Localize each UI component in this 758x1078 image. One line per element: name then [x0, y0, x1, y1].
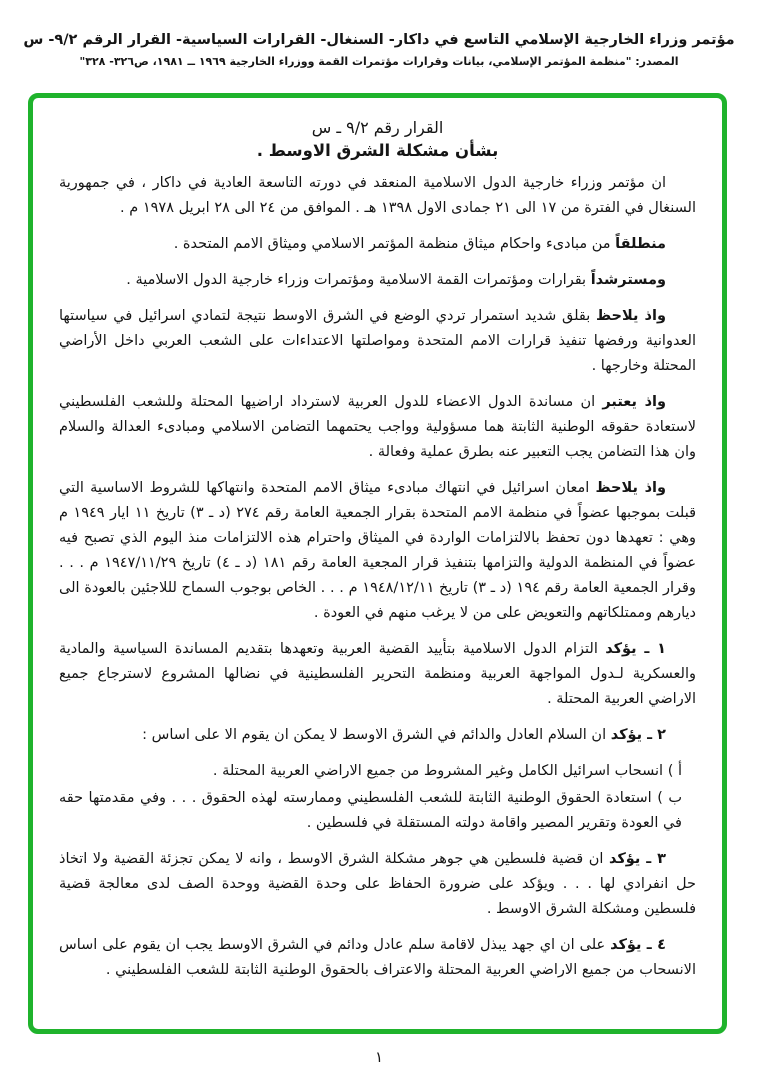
clause-lead: يؤكد [608, 851, 641, 867]
clause-lead: يؤكد [605, 641, 637, 657]
clause-number: ١ ـ [636, 641, 666, 657]
paragraph-lead: واذ يلاحظ [595, 308, 666, 324]
clause-number: ٣ ـ [640, 851, 666, 867]
preamble-paragraph-5 [59, 390, 696, 465]
paragraph-text: بقلق شديد استمرار تردي الوضع في الشرق الاوسط نتيجة لتمادي اسرائيل في سياستها العدوانية ورفضها تنفيذ قرارات الامم المتحدة ومواصلتها الاعتداءات على الشعب العربي داخل الأراضي المحتلة وخارجها . [59, 308, 696, 374]
operative-clause-1 [59, 637, 696, 712]
clause-lead: يؤكد [610, 727, 643, 743]
preamble-paragraph-4 [59, 304, 696, 379]
page-header [0, 0, 758, 68]
operative-clause-3 [59, 847, 696, 922]
preamble-paragraph-2 [59, 232, 696, 257]
paragraph-text: امعان اسرائيل في انتهاك مبادىء ميثاق الامم المتحدة وانتهاكها للشروط الاساسية التي قبلت بموجبها عضواً في منظمة الامم المتحدة بقرار الجمعية العامة رقم ٢٧٤ (د ـ ٣) تاريخ ١١ ايار ١٩٤٩ م وهي : تعهدها دون تحفظ بالالتزامات الواردة في الميثاق واحترام هذه الالتزامات منذ اليوم الذي تصبح فيه عضواً في المنظمة الدولية والتزامها بتنفيذ قرار المجعية العامة رقم ١٨١ (د ـ ٤) تاريخ ١٩٤٧/١١/٢٩ م . . . وقرار الجمعية العامة رقم ١٩٤ (د ـ ٣) تاريخ ١٩٤٨/١٢/١١ م . . . الخاص بوجوب السماح لللاجئين بالعودة الى ديارهم وممتلكاتهم والتعويض على من لا يرغب منهم في العودة . [59, 480, 697, 621]
clause-number: ٢ ـ [642, 727, 666, 743]
clause-text: على ان اي جهد يبذل لاقامة سلم عادل ودائم في الشرق الاوسط يجب ان يقوم على اساس الانسحاب من جميع الاراضي العربية المحتلة والاعتراف بالحقوق الوطنية الثابتة للشعب الفلسطيني . [59, 937, 696, 978]
preamble-paragraph-3 [59, 268, 696, 293]
paragraph-text: من مبادىء واحكام ميثاق منظمة المؤتمر الاسلامي وميثاق الامم المتحدة . [173, 236, 616, 252]
paragraph-text: بقرارات ومؤتمرات القمة الاسلامية ومؤتمرات وزراء خارجية الدول الاسلامية . [126, 272, 591, 288]
page-number: ١ [374, 1048, 384, 1066]
header-title-line: مؤتمر وزراء الخارجية الإسلامي التاسع في داكار- السنغال- القرارات السياسية- القرار الرقم ٩/٢- س [23, 32, 735, 48]
preamble-paragraph-1 [59, 171, 696, 221]
subitem-b: ب ) استعادة الحقوق الوطنية الثابتة للشعب الفلسطيني وممارسته لهذه الحقوق . . . وفي مقدمتها حقه في العودة وتقرير المصير واقامة دولته المستقلة في فلسطين . [59, 790, 682, 831]
clause-number: ٤ ـ [641, 937, 666, 953]
paragraph-lead: ومسترشداً [590, 272, 666, 288]
operative-clause-4 [59, 933, 696, 983]
resolution-number-title: القرار رقم ٩/٢ ـ س [311, 118, 444, 137]
header-source-line: المصدر: "منظمة المؤتمر الإسلامي، بيانات وقرارات مؤتمرات القمة ووزراء الخارجية ١٩٦٩ ــ ١٩٨١، ص٣٢٦- ٣٢٨" [79, 55, 679, 68]
preamble-paragraph-6 [59, 476, 696, 626]
paragraph-text: ان مؤتمر وزراء خارجية الدول الاسلامية المنعقد في دورته التاسعة العادية في داكار ، في جمهورية السنغال في الفترة من ١٧ الى ٢١ جمادى الاول ١٣٩٨ هـ . الموافق من ٢٤ الى ٢٨ ابريل ١٩٧٨ م . [59, 175, 696, 216]
operative-clause-2 [59, 723, 696, 748]
resolution-frame [28, 93, 727, 1034]
clause-lead: يؤكد [610, 937, 642, 953]
paragraph-lead: واذ يعتبر [602, 394, 666, 410]
paragraph-lead: واذ يلاحظ [595, 480, 667, 496]
clause-text: ان قضية فلسطين هي جوهر مشكلة الشرق الاوسط ، وانه لا يمكن تجزئة القضية ولا اتخاذ حل انفرادي لها . . . ويؤكد على ضرورة الحفاظ على وحدة القضية ووحدة الصف لدى معالجة قضية فلسطين ومشكلة الشرق الاوسط . [59, 851, 696, 917]
clause-2-subitems [59, 759, 696, 836]
clause-text: التزام الدول الاسلامية بتأييد القضية العربية وتعهدها بتقديم المساندة السياسية والمادية والعسكرية لـدول المواجهة العربية ومنظمة التحرير الفلسطينية في نضالها المشروع لاسترجاع جميع الاراضي العربية المحتلة . [59, 641, 696, 707]
paragraph-text: ان مساندة الدول الاعضاء للدول العربية لاسترداد اراضيها المحتلة وللشعب الفلسطيني لاستعادة حقوقه الوطنية الثابتة هما مسؤولية وواجب يحتمهما التضامن الاسلامي ومبادىء العدالة والسلام وان هذا التضامن يجب التعبير عنه بطرق عملية وفعالة . [59, 394, 696, 460]
subitem-a: أ ) انسحاب اسرائيل الكامل وغير المشروط من جميع الاراضي العربية المحتلة . [212, 763, 682, 779]
resolution-subject-title: بشأن مشكلة الشرق الاوسط . [256, 141, 499, 160]
paragraph-lead: منطلقاً [615, 236, 666, 252]
clause-text: ان السلام العادل والدائم في الشرق الاوسط لا يمكن ان يقوم الا على اساس : [142, 727, 611, 743]
